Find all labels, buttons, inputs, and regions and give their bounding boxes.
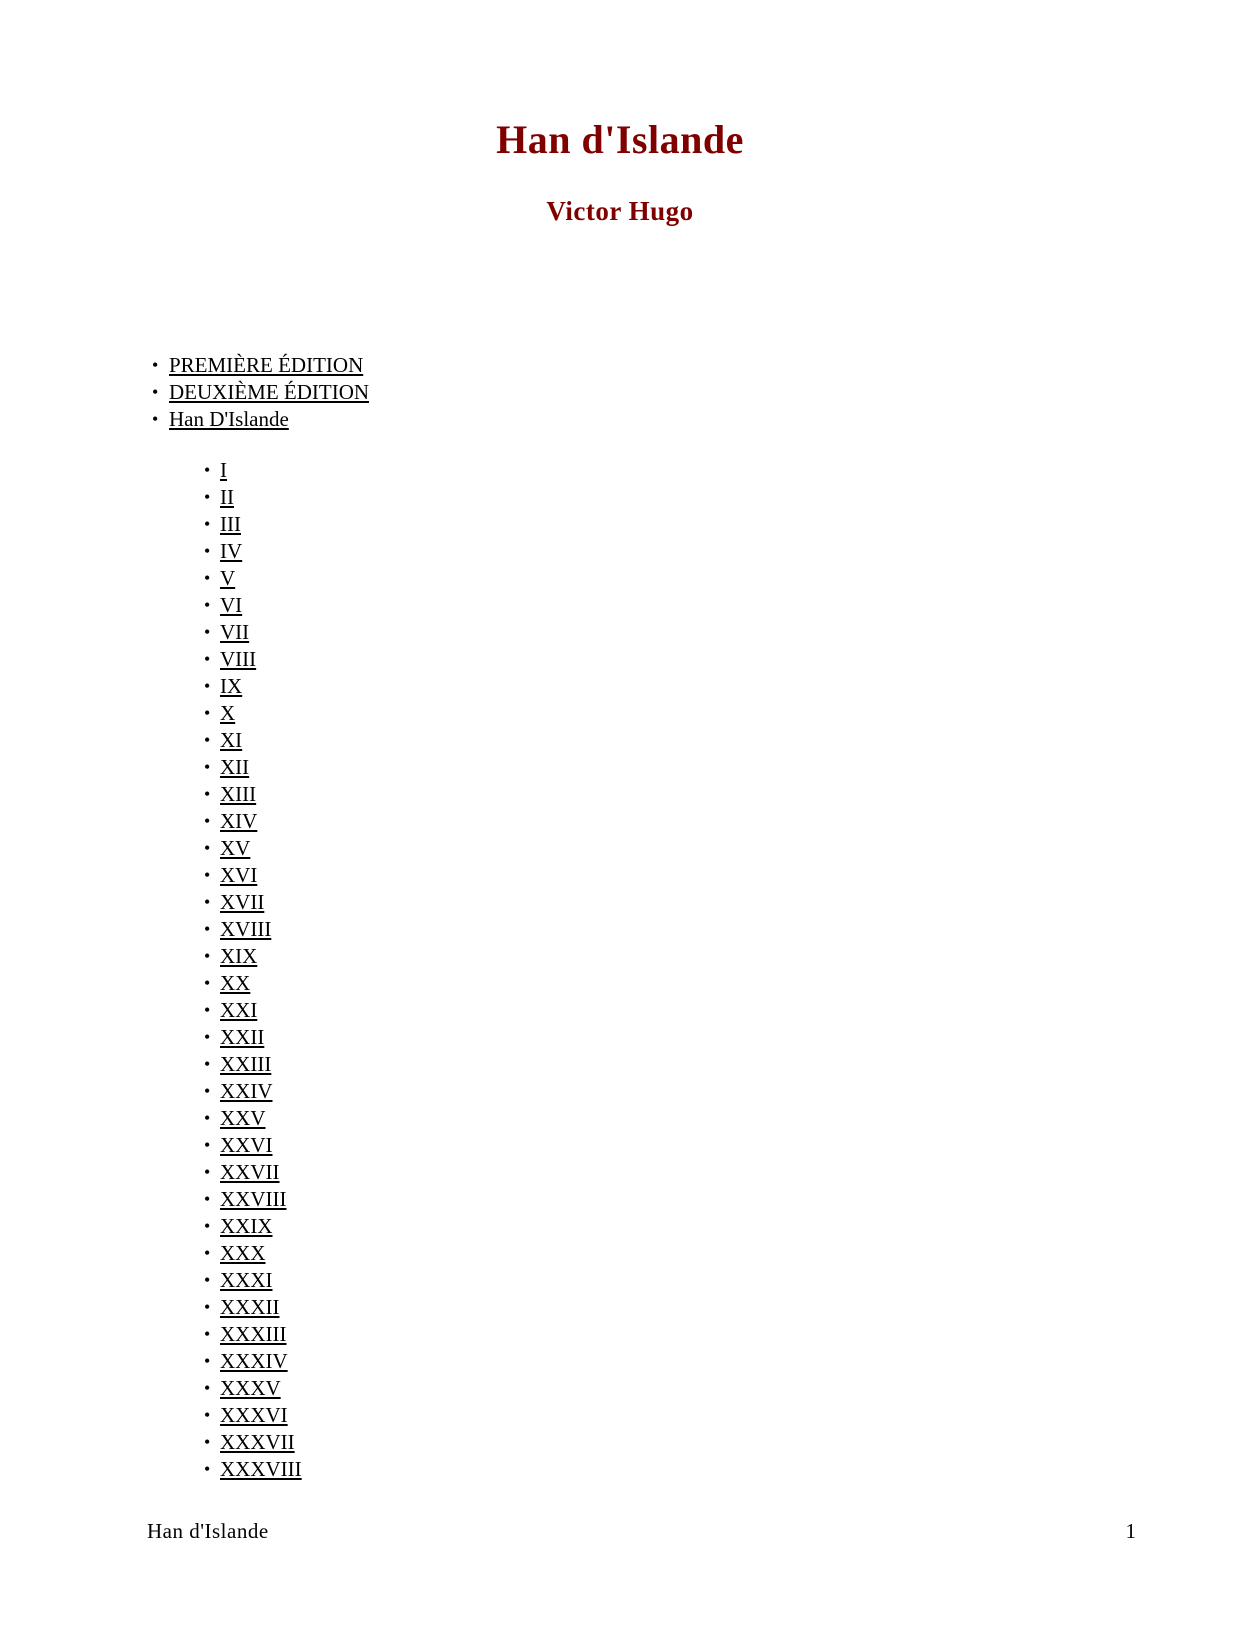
toc-chapter-link[interactable]: III: [220, 512, 241, 536]
toc-chapter-link[interactable]: XX: [220, 971, 251, 995]
toc-chapter-item: [0, 835, 1240, 862]
toc-chapter-item: [0, 457, 1240, 484]
book-author: Victor Hugo: [546, 196, 694, 226]
toc-link-han-d-islande[interactable]: Han D'Islande: [169, 407, 289, 431]
toc-chapter-item: [0, 808, 1240, 835]
toc-chapter-link[interactable]: XXXI: [220, 1268, 273, 1292]
book-title: Han d'Islande: [496, 117, 744, 162]
toc-chapter-item: [0, 511, 1240, 538]
toc-chapter-item: [0, 1186, 1240, 1213]
toc-chapter-link[interactable]: XXXII: [220, 1295, 280, 1319]
toc-chapter-item: [0, 1132, 1240, 1159]
toc-chapter-item: [0, 1321, 1240, 1348]
toc-chapter-list: [0, 457, 1240, 1483]
toc-chapter-item: [0, 1294, 1240, 1321]
toc-chapter-link[interactable]: XXIII: [220, 1052, 272, 1076]
toc-chapter-link[interactable]: IX: [220, 674, 243, 698]
toc-chapter-item: [0, 592, 1240, 619]
toc-chapter-link[interactable]: XXII: [220, 1025, 265, 1049]
toc-link-premiere-edition[interactable]: PREMIÈRE ÉDITION: [169, 353, 364, 377]
toc-chapter-link[interactable]: XXXIV: [220, 1349, 288, 1373]
toc-chapter-link[interactable]: XIX: [220, 944, 258, 968]
toc-chapter-item: [0, 754, 1240, 781]
toc-chapter-item: [0, 1213, 1240, 1240]
toc-chapter-link[interactable]: XXIX: [220, 1214, 273, 1238]
toc-chapter-link[interactable]: IV: [220, 539, 243, 563]
toc-chapter-item: [0, 1348, 1240, 1375]
toc-chapter-item: [0, 673, 1240, 700]
toc-chapter-link[interactable]: XVI: [220, 863, 258, 887]
toc-chapter-item: [0, 619, 1240, 646]
toc-chapter-link[interactable]: X: [220, 701, 236, 725]
toc-chapter-link[interactable]: VIII: [220, 647, 257, 671]
toc-chapter-item: [0, 1267, 1240, 1294]
toc-item-premiere-edition: [0, 352, 1240, 379]
toc-chapter-link[interactable]: XIV: [220, 809, 258, 833]
toc-chapter-item: [0, 1105, 1240, 1132]
toc-chapter-link[interactable]: XXXV: [220, 1376, 281, 1400]
toc-chapter-link[interactable]: XXXIII: [220, 1322, 287, 1346]
toc-chapter-item: [0, 781, 1240, 808]
toc-chapter-item: [0, 970, 1240, 997]
toc-chapter-item: [0, 916, 1240, 943]
toc-chapter-item: [0, 997, 1240, 1024]
toc-chapter-item: [0, 727, 1240, 754]
toc-chapter-item: [0, 538, 1240, 565]
table-of-contents: [0, 352, 1240, 1483]
toc-chapter-link[interactable]: XVII: [220, 890, 265, 914]
toc-chapter-item: [0, 1456, 1240, 1483]
toc-chapter-item: [0, 1078, 1240, 1105]
footer-title: Han d'Islande: [147, 1519, 269, 1543]
toc-chapter-link[interactable]: XV: [220, 836, 251, 860]
toc-chapter-link[interactable]: XXV: [220, 1106, 266, 1130]
toc-chapter-link[interactable]: VII: [220, 620, 250, 644]
toc-chapter-link[interactable]: XXX: [220, 1241, 266, 1265]
toc-chapter-item: [0, 565, 1240, 592]
toc-chapter-item: [0, 1159, 1240, 1186]
toc-chapter-link[interactable]: XI: [220, 728, 243, 752]
toc-chapter-link[interactable]: XVIII: [220, 917, 272, 941]
toc-chapter-link[interactable]: VI: [220, 593, 243, 617]
toc-chapter-link[interactable]: XXXVII: [220, 1430, 295, 1454]
toc-chapter-link[interactable]: I: [220, 458, 227, 482]
toc-chapter-item: [0, 943, 1240, 970]
toc-chapter-item: [0, 862, 1240, 889]
toc-chapter-link[interactable]: XXVI: [220, 1133, 273, 1157]
toc-item-deuxieme-edition: [0, 379, 1240, 406]
toc-chapter-item: [0, 484, 1240, 511]
toc-item-han-d-islande: [0, 406, 1240, 433]
toc-chapter-link[interactable]: XXVIII: [220, 1187, 287, 1211]
toc-chapter-link[interactable]: XXI: [220, 998, 258, 1022]
toc-chapter-link[interactable]: XXVII: [220, 1160, 280, 1184]
toc-chapter-item: [0, 700, 1240, 727]
toc-chapter-link[interactable]: XXXVI: [220, 1403, 288, 1427]
toc-chapter-item: [0, 1402, 1240, 1429]
toc-chapter-item: [0, 1375, 1240, 1402]
toc-chapter-link[interactable]: II: [220, 485, 234, 509]
toc-chapter-link[interactable]: V: [220, 566, 236, 590]
toc-chapters-wrapper: [0, 433, 1240, 1483]
toc-chapter-link[interactable]: XXIV: [220, 1079, 273, 1103]
toc-chapter-item: [0, 889, 1240, 916]
toc-top-list: [0, 352, 1240, 1483]
footer-page-number: 1: [1125, 1519, 1136, 1543]
toc-chapter-item: [0, 1051, 1240, 1078]
toc-chapter-item: [0, 1240, 1240, 1267]
toc-chapter-link[interactable]: XII: [220, 755, 250, 779]
toc-chapter-item: [0, 1429, 1240, 1456]
toc-chapter-item: [0, 646, 1240, 673]
toc-chapter-link[interactable]: XXXVIII: [220, 1457, 302, 1481]
toc-chapter-item: [0, 1024, 1240, 1051]
toc-link-deuxieme-edition[interactable]: DEUXIÈME ÉDITION: [169, 380, 370, 404]
toc-chapter-link[interactable]: XIII: [220, 782, 257, 806]
